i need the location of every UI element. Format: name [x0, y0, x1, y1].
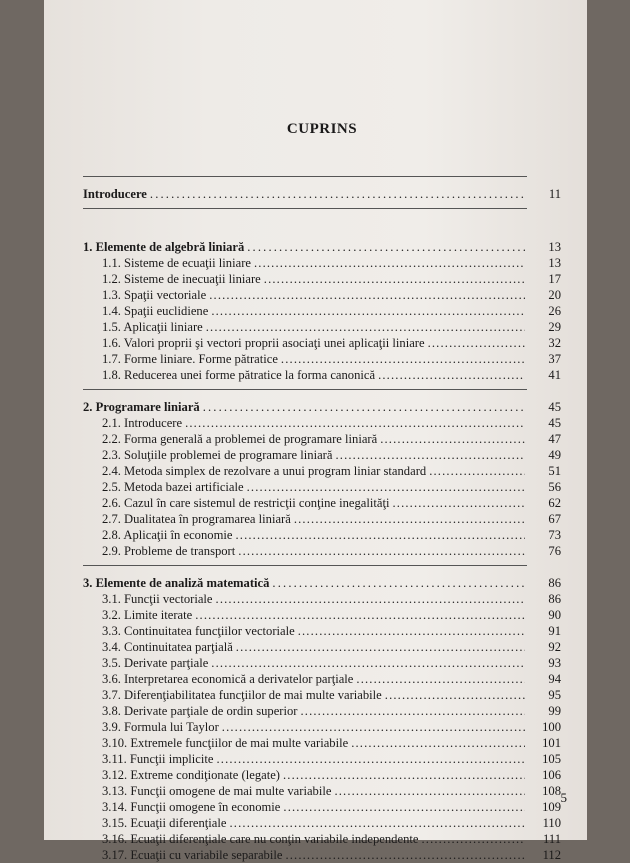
dot-leader — [378, 367, 525, 383]
dot-leader — [300, 703, 525, 719]
dot-leader — [211, 655, 525, 671]
entry-label: 1.1. Sisteme de ecuaţii liniare — [102, 256, 251, 270]
toc-section — [83, 591, 561, 607]
dot-leader — [254, 255, 525, 271]
dot-leader — [209, 287, 525, 303]
toc-section — [83, 255, 561, 271]
toc-chapter — [83, 575, 561, 591]
entry-label: 1.5. Aplicaţii liniare — [102, 320, 203, 334]
dot-leader — [238, 543, 525, 559]
entry-label: 2.9. Probleme de transport — [102, 544, 236, 558]
entry-label: 3.7. Diferenţiabilitatea funcţiilor de mai multe variabile — [102, 688, 382, 702]
dot-leader — [335, 447, 525, 463]
entry-label: 3.5. Derivate parţiale — [102, 656, 209, 670]
entry-page: 111 — [543, 832, 561, 846]
entry-page: 17 — [548, 272, 561, 286]
entry-label: 3. Elemente de analiză matematică — [83, 576, 270, 590]
toc-section — [83, 431, 561, 447]
toc-section — [83, 847, 561, 863]
toc-section — [83, 287, 561, 303]
dot-leader — [211, 303, 525, 319]
toc-section — [83, 687, 561, 703]
dot-leader — [283, 799, 525, 815]
entry-label: 3.3. Continuitatea funcţiilor vectoriale — [102, 624, 295, 638]
entry-page: 32 — [548, 336, 561, 350]
entry-page: 56 — [548, 480, 561, 494]
entry-label: 3.9. Formula lui Taylor — [102, 720, 219, 734]
entry-label: 2.8. Aplicaţii în economie — [102, 528, 233, 542]
entry-label: 3.11. Funcţii implicite — [102, 752, 214, 766]
divider — [83, 170, 561, 186]
divider — [83, 383, 561, 399]
entry-page: 11 — [548, 187, 561, 201]
toc-section — [83, 319, 561, 335]
book-page — [44, 0, 587, 862]
entry-page: 86 — [548, 592, 561, 606]
table-of-contents — [83, 116, 561, 863]
dot-leader — [283, 767, 525, 783]
toc-chapter — [83, 399, 561, 415]
entry-page: 90 — [548, 608, 561, 622]
entry-label: 1.8. Reducerea unei forme pătratice la forma canonică — [102, 368, 376, 382]
dot-leader — [380, 431, 525, 447]
toc-section — [83, 831, 561, 847]
toc-section — [83, 623, 561, 639]
entry-page: 29 — [548, 320, 561, 334]
entry-label: 3.16. Ecuaţii diferenţiale care nu conţin variabile independente — [102, 832, 419, 846]
toc-section — [83, 271, 561, 287]
toc-section — [83, 767, 561, 783]
dot-leader — [285, 847, 525, 863]
dot-leader — [206, 319, 525, 335]
entry-label: 2.3. Soluţiile problemei de programare liniară — [102, 448, 333, 462]
toc-section — [83, 543, 561, 559]
entry-page: 106 — [542, 768, 561, 782]
toc-section — [83, 351, 561, 367]
entry-page: 13 — [548, 240, 561, 254]
toc-section — [83, 463, 561, 479]
entry-page: 105 — [542, 752, 561, 766]
entry-label: Introducere — [83, 187, 147, 201]
entry-page: 95 — [548, 688, 561, 702]
toc-section — [83, 655, 561, 671]
toc-section — [83, 303, 561, 319]
dot-leader — [230, 815, 526, 831]
entry-label: 3.2. Limite iterate — [102, 608, 193, 622]
dot-leader — [294, 511, 525, 527]
entry-label: 3.17. Ecuaţii cu variabile separabile — [102, 848, 283, 862]
entry-label: 3.6. Interpretarea economică a derivatelor parţiale — [102, 672, 354, 686]
entry-page: 45 — [548, 416, 561, 430]
dot-leader — [222, 719, 525, 735]
entry-page: 110 — [542, 816, 561, 830]
entry-page: 13 — [548, 256, 561, 270]
entry-page: 86 — [548, 576, 561, 590]
entry-label: 1.2. Sisteme de inecuaţii liniare — [102, 272, 261, 286]
entry-label: 3.1. Funcţii vectoriale — [102, 592, 213, 606]
entry-page: 112 — [542, 848, 561, 862]
toc-section — [83, 799, 561, 815]
dot-leader — [195, 607, 525, 623]
entry-label: 2.6. Cazul în care sistemul de restricţii conţine inegalităţi — [102, 496, 390, 510]
dot-leader — [272, 575, 525, 591]
toc-chapter — [83, 239, 561, 255]
entry-page: 92 — [548, 640, 561, 654]
toc-section — [83, 447, 561, 463]
entry-page: 91 — [548, 624, 561, 638]
toc-section — [83, 671, 561, 687]
toc-entry-introduction — [83, 186, 561, 202]
spacer — [83, 218, 561, 239]
toc-section — [83, 607, 561, 623]
entry-page: 109 — [542, 800, 561, 814]
dot-leader — [216, 751, 525, 767]
toc-section — [83, 495, 561, 511]
entry-label: 2.7. Dualitatea în programarea liniară — [102, 512, 291, 526]
toc-section — [83, 367, 561, 383]
entry-label: 3.13. Funcţii omogene de mai multe variabile — [102, 784, 332, 798]
entry-page: 62 — [548, 496, 561, 510]
toc-title: CUPRINS — [286, 121, 358, 137]
dot-leader — [429, 463, 525, 479]
entry-label: 1.3. Spaţii vectoriale — [102, 288, 207, 302]
toc-section — [83, 815, 561, 831]
toc-section — [83, 735, 561, 751]
toc-section — [83, 415, 561, 431]
entry-page: 26 — [548, 304, 561, 318]
dot-leader — [298, 623, 525, 639]
entry-label: 2.1. Introducere — [102, 416, 183, 430]
toc-section — [83, 511, 561, 527]
entry-label: 3.12. Extreme condiţionate (legate) — [102, 768, 280, 782]
dot-leader — [185, 415, 525, 431]
toc-section — [83, 719, 561, 735]
entry-page: 101 — [542, 736, 561, 750]
entry-page: 94 — [548, 672, 561, 686]
entry-label: 1.4. Spaţii euclidiene — [102, 304, 209, 318]
entry-label: 3.8. Derivate parţiale de ordin superior — [102, 704, 298, 718]
entry-page: 45 — [548, 400, 561, 414]
dot-leader — [247, 479, 525, 495]
dot-leader — [334, 783, 525, 799]
page-number: 5 — [560, 790, 567, 805]
dot-leader — [281, 351, 525, 367]
entry-page: 37 — [548, 352, 561, 366]
dot-leader — [392, 495, 525, 511]
entry-label: 3.14. Funcţii omogene în economie — [102, 800, 281, 814]
entry-page: 93 — [548, 656, 561, 670]
toc-section — [83, 335, 561, 351]
entry-label: 3.4. Continuitatea parţială — [102, 640, 233, 654]
entry-label: 2. Programare liniară — [83, 400, 200, 414]
dot-leader — [203, 399, 525, 415]
entry-page: 47 — [548, 432, 561, 446]
entry-label: 1.6. Valori proprii şi vectori proprii asociaţi unei aplicaţii liniare — [102, 336, 425, 350]
dot-leader — [247, 239, 525, 255]
entry-page: 99 — [548, 704, 561, 718]
dot-leader — [428, 335, 525, 351]
toc-section — [83, 639, 561, 655]
chapter-list — [83, 218, 561, 863]
toc-section — [83, 479, 561, 495]
entry-label: 2.4. Metoda simplex de rezolvare a unui program liniar standard — [102, 464, 427, 478]
dot-leader — [385, 687, 525, 703]
dot-leader — [236, 639, 525, 655]
entry-page: 49 — [548, 448, 561, 462]
dot-leader — [150, 186, 525, 202]
entry-label: 1.7. Forme liniare. Forme pătratice — [102, 352, 278, 366]
toc-section — [83, 783, 561, 799]
entry-label: 2.5. Metoda bazei artificiale — [102, 480, 244, 494]
divider — [83, 559, 561, 575]
dot-leader — [216, 591, 525, 607]
dot-leader — [235, 527, 525, 543]
dot-leader — [356, 671, 525, 687]
divider — [83, 202, 561, 218]
entry-page: 41 — [548, 368, 561, 382]
entry-page: 51 — [548, 464, 561, 478]
dot-leader — [264, 271, 525, 287]
entry-page: 108 — [542, 784, 561, 798]
entry-page: 20 — [548, 288, 561, 302]
toc-section — [83, 751, 561, 767]
toc-section — [83, 527, 561, 543]
entry-label: 1. Elemente de algebră liniară — [83, 240, 245, 254]
toc-section — [83, 703, 561, 719]
entry-label: 2.2. Forma generală a problemei de programare liniară — [102, 432, 378, 446]
entry-label: 3.10. Extremele funcţiilor de mai multe variabile — [102, 736, 349, 750]
entry-page: 100 — [542, 720, 561, 734]
dot-leader — [351, 735, 525, 751]
entry-page: 76 — [548, 544, 561, 558]
dot-leader — [421, 831, 525, 847]
entry-label: 3.15. Ecuaţii diferenţiale — [102, 816, 227, 830]
entry-page: 67 — [548, 512, 561, 526]
entry-page: 73 — [548, 528, 561, 542]
